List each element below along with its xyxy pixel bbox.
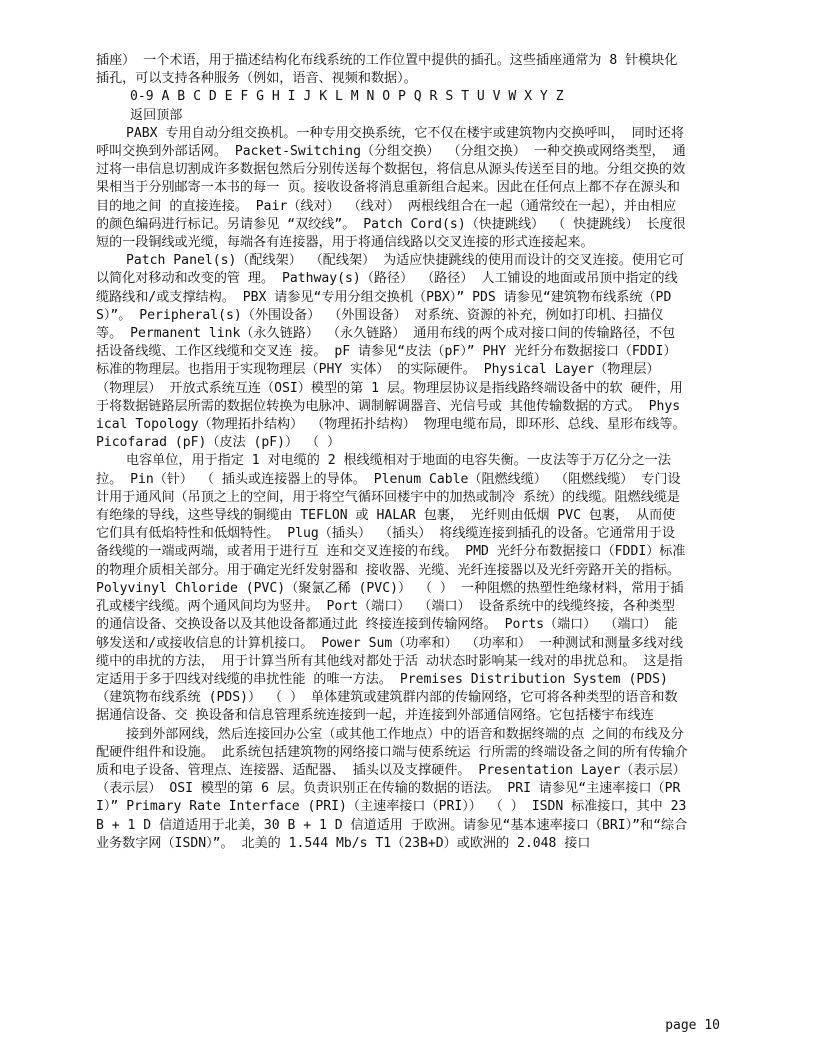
paragraph-capacitance: 电容单位，用于指定 1 对电缆的 2 根线缆相对于地面的电容失衡。一皮法等于万亿分之一法拉。 Pin（针） （ 插头或连接器上的导体。 Plenum Cable（阻燃线缆） （阻燃线缆） 专门设计用于通风间（吊顶之上的空间，用于将空气循环回楼宇中的加热或制冷 系统）的线缆。阻燃线缆是有绝缘的导线，这些导线的铜缆由 TEFLON 或 HALAR 包裹， 光纤则由低烟 PVC 包裹， 从而使它们具有低焰特性和低烟特性。 Plug（插头） （插头） 将线缆连接到插孔的设备。它通常用于设备线缆的一端或两端，或者用于进行互 连和交叉连接的布线。 PMD 光纤分布数据接口（FDDI）标准的物理介质相关部分。用于确定光纤发射器和 接收器、光缆、光纤连接器以及光纤旁路开关的指标。 Polyvinyl Chloride (PVC)（聚氯乙稀 (PVC)） （ ） 一种阻燃的热塑性绝缘材料，常用于插孔或楼宇线缆。两个通风间均为竖井。 Port（端口） （端口） 设备系统中的线缆终接，各种类型的通信设备、交换设备以及其他设备都通过此 终接连接到传输网络。 Ports（端口） （端口） 能够发送和/或接收信息的计算机接口。 Power Sum（功率和） （功率和） 一种测试和测量多线对线缆中的串扰的方法， 用于计算当所有其他线对都处于活 动状态时影响某一线对的串扰总和。 这是指定适用于多于四线对线缆的串扰性能 的唯一方法。 Premises Distribution System (PDS)（建筑物布线系统 (PDS)） （ ） 单体建筑或建筑群内部的传输网络，它可将各种类型的语音和数据通信设备、交 换设备和信息管理系统连接到一起，并连接到外部通信网络。它包括楼宇布线连: [96, 453, 686, 724]
page-number: page 10: [665, 1018, 720, 1033]
paragraph-intro: 插座） 一个术语，用于描述结构化布线系统的工作位置中提供的插孔。这些插座通常为 8 针模块化插孔，可以支持各种服务（例如，语音、视频和数据）。: [96, 53, 678, 87]
paragraph-pabx: PABX 专用自动分组交换机。一种专用交换系统，它不仅在楼宇或建筑物内交换呼叫， 同时还将呼叫交换到外部话网。 Packet-Switching（分组交换） （分组交换） 一种交换或网络类型， 通过将一串信息切割成许多数据包然后分别传送每个数据包，将信息从源头传送至目的地。分组交换的效果相当于分别邮寄一本书的每一 页。接收设备将消息重新组合起来。因此在任何点上都不存在源头和目的地之间 的直接连接。 Pair（线对） （线对） 两根线组合在一起（通常绞在一起），并由相应的颜色编码进行标记。另请参见 “双绞线”。 Patch Cord(s)（快捷跳线） （ 快捷跳线） 长度很短的一段铜线或光缆，每端各有连接器，用于将通信线路以交叉连接的形式连接起来。: [96, 125, 686, 251]
alphabet-index[interactable]: 0-9 A B C D E F G H I J K L M N O P Q R S T U V W X Y Z: [130, 89, 564, 105]
paragraph-external-network: 接到外部网线，然后连接回办公室（或其他工作地点）中的语音和数据终端的点 之间的布线及分配硬件组件和设施。 此系统包括建筑物的网络接口端与使系统运 行所需的终端设备之间的所有传输介质和电子设备、管理点、连接器、适配器、 插头以及支撑硬件。 Presentation Layer（表示层） （表示层） OSI 模型的第 6 层。负责识别正在传输的数据的语法。 PRI 请参见“主速率接口（PRI）” Primary Rate Interface (PRI)（主速率接口（PRI）） （ ） ISDN 标准接口，其中 23 B + 1 D 信道适用于北美，30 B + 1 D 信道适用 于欧洲。请参见“基本速率接口（BRI）”和“综合业务数字网（ISDN）”。 北美的 1.544 Mb/s T1（23B+D）或欧洲的 2.048 接口: [96, 726, 688, 851]
paragraph-patch-panel: Patch Panel(s)（配线架） （配线架） 为适应快捷跳线的使用而设计的交叉连接。使用它可以简化对移动和改变的管 理。 Pathway(s)（路径） （路径） 人工铺设的地面或吊顶中指定的线缆路线和/或支撑结构。 PBX 请参见“专用分组交换机（PBX）” PDS 请参见“建筑物布线系统（PDS）”。 Peripheral(s)（外围设备） （外围设备） 对系统、资源的补充，例如打印机、扫描仪等。 Permanent link（永久链路） （永久链路） 通用布线的两个成对接口间的传输路径，不包括设备线缆、工作区线缆和交叉连 接。 pF 请参见“皮法（pF）” PHY 光纤分布数据接口（FDDI）标准的物理层。也指用于实现物理层（PHY 实体） 的实际硬件。 Physical Layer（物理层） （物理层） 开放式系统互连（OSI）模型的第 1 层。物理层协议是指线路终端设备中的软 硬件，用于将数据链路层所需的数据位转换为电脉冲、调制解调器音、光信号或 其他传输数据的方式。 Physical Topology（物理拓扑结构） （物理拓扑结构） 物理电缆布局，即环形、总线、星形布线等。 Picofarad (pF)（皮法 (pF)） （ ）: [96, 253, 686, 451]
document-body: [96, 52, 688, 853]
back-to-top-link[interactable]: 返回顶部: [130, 107, 183, 123]
